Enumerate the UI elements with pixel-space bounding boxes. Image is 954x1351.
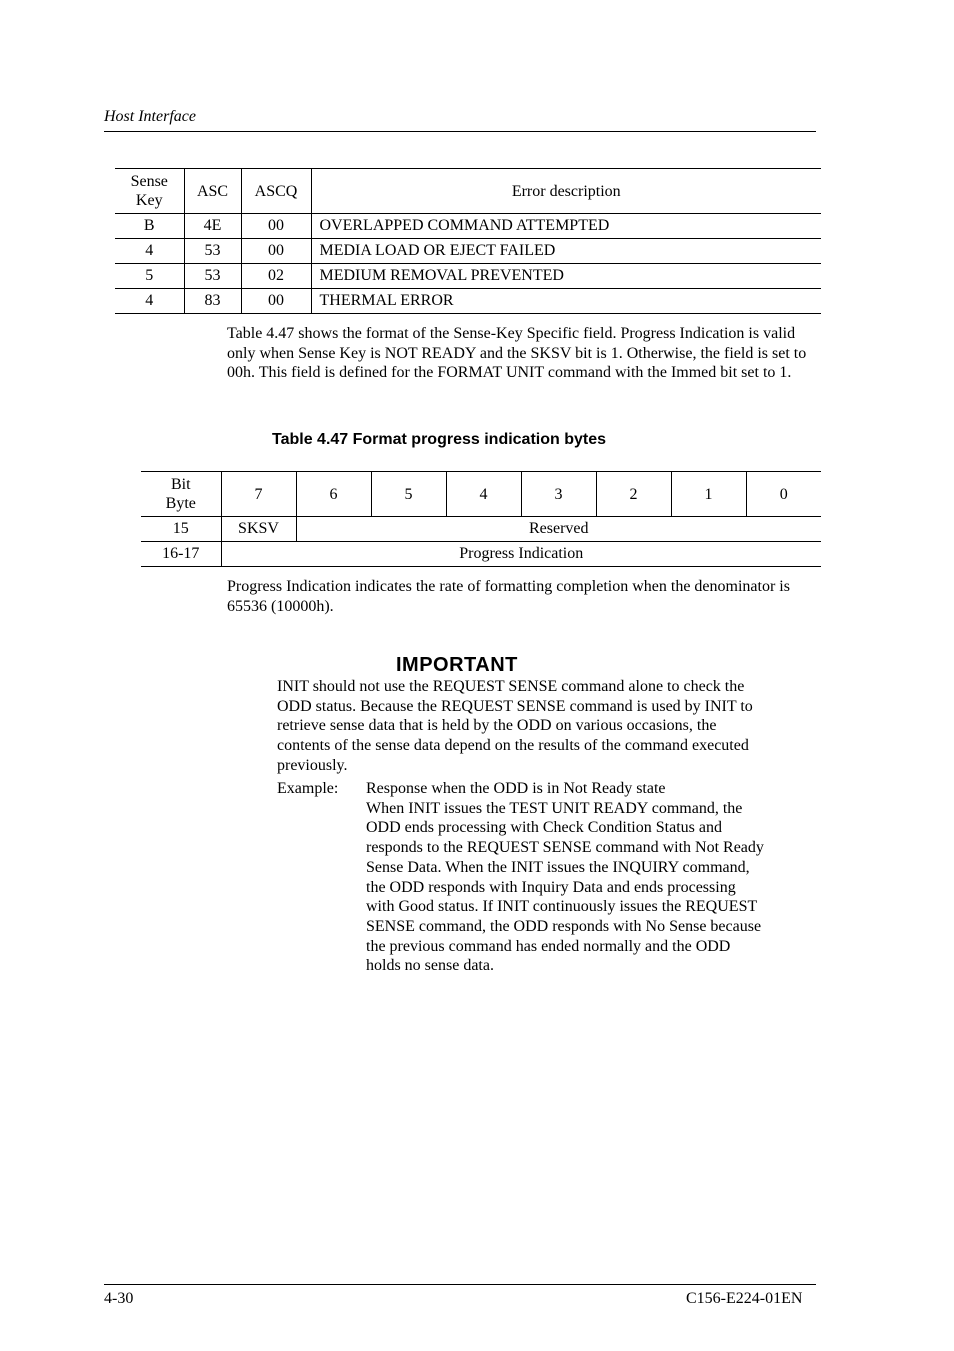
table-header-row — [115, 169, 821, 214]
cell-asc: 53 — [184, 264, 241, 289]
col-header-error-description: Error description — [311, 169, 821, 214]
cell-asc: 53 — [184, 239, 241, 264]
table-row — [115, 289, 821, 314]
example-block — [366, 779, 766, 976]
table-header-row — [141, 472, 821, 517]
table-row — [115, 264, 821, 289]
bit-header: 4 — [446, 472, 521, 517]
cell-asc: 4E — [184, 214, 241, 239]
bit-header: 3 — [521, 472, 596, 517]
cell-ascq: 00 — [241, 214, 311, 239]
sense-error-table — [115, 168, 821, 314]
bit-header: 2 — [596, 472, 671, 517]
bit-header: 6 — [296, 472, 371, 517]
cell-description: MEDIUM REMOVAL PREVENTED — [311, 264, 821, 289]
progress-indication-table — [141, 471, 821, 567]
table-row — [141, 542, 821, 567]
important-body: INIT should not use the REQUEST SENSE command alone to check the ODD status. Because the REQUEST SENSE command is used by INIT to retrieve sense data that is held by the ODD on various occasions, the contents of the sense data depend on the results of the command executed previously. — [277, 678, 753, 774]
byte-number: 16-17 — [141, 542, 221, 567]
running-header: Host Interface — [104, 108, 196, 125]
table-row — [115, 214, 821, 239]
table-caption: Table 4.47 Format progress indication bytes — [272, 431, 607, 448]
cell-sense-key: 5 — [115, 264, 184, 289]
important-heading: IMPORTANT — [396, 654, 518, 676]
cell-description: THERMAL ERROR — [319, 292, 454, 309]
cell-sense-key: 4 — [115, 289, 184, 314]
cell-ascq: 00 — [241, 289, 311, 314]
bit-header: 1 — [671, 472, 746, 517]
bit-byte-corner: Bit Byte — [141, 472, 221, 517]
bit-header: 0 — [746, 472, 821, 517]
bit-header: 7 — [221, 472, 296, 517]
example-title: Response when the ODD is in Not Ready state — [366, 780, 666, 797]
cell-ascq: 02 — [241, 264, 311, 289]
cell-sense-key: 4 — [115, 239, 184, 264]
cell-sense-key: B — [115, 214, 184, 239]
col-header-sense-key: Sense Key — [115, 169, 184, 214]
bit-header: 5 — [371, 472, 446, 517]
example-body-text: When INIT issues the TEST UNIT READY command, the ODD ends processing with Check Condition Status and responds to the REQUEST SENSE command with Not Ready Sense Data. When the INIT issues the INQUIRY command, the ODD responds with Inquiry Data and ends processing with Good status. If INIT continuously issues the REQUEST SENSE command, the ODD responds with No Sense because the previous command has ended normally and the ODD holds no sense data. — [366, 799, 764, 975]
col-header-asc: ASC — [184, 169, 241, 214]
footer-rule — [104, 1284, 816, 1285]
sksv-cell: SKSV — [221, 517, 296, 542]
progress-indication-cell: Progress Indication — [459, 545, 584, 562]
document-id: C156-E224-01EN — [686, 1290, 803, 1307]
col-header-ascq: ASCQ — [241, 169, 311, 214]
cell-description: OVERLAPPED COMMAND ATTEMPTED — [311, 214, 821, 239]
page-number: 4-30 — [104, 1290, 134, 1307]
table-row — [115, 239, 821, 264]
cell-description: MEDIA LOAD OR EJECT FAILED — [311, 239, 821, 264]
cell-ascq: 00 — [241, 239, 311, 264]
header-rule — [104, 131, 816, 132]
sense-key-specific-paragraph: Table 4.47 shows the format of the Sense-Key Specific field. Progress Indication is valid only when Sense Key is NOT READY and the SKSV bit is 1. Otherwise, the field is set to 00h. This field is defined for the FORMAT UNIT command with the Immed bit set to 1. — [227, 325, 807, 382]
reserved-cell: Reserved — [296, 517, 821, 542]
cell-asc: 83 — [184, 289, 241, 314]
table-row — [141, 517, 821, 542]
byte-number: 15 — [141, 517, 221, 542]
progress-indication-paragraph: Progress Indication indicates the rate of formatting completion when the denominator is 65536 (10000h). — [227, 578, 790, 615]
example-label: Example: — [277, 780, 339, 797]
